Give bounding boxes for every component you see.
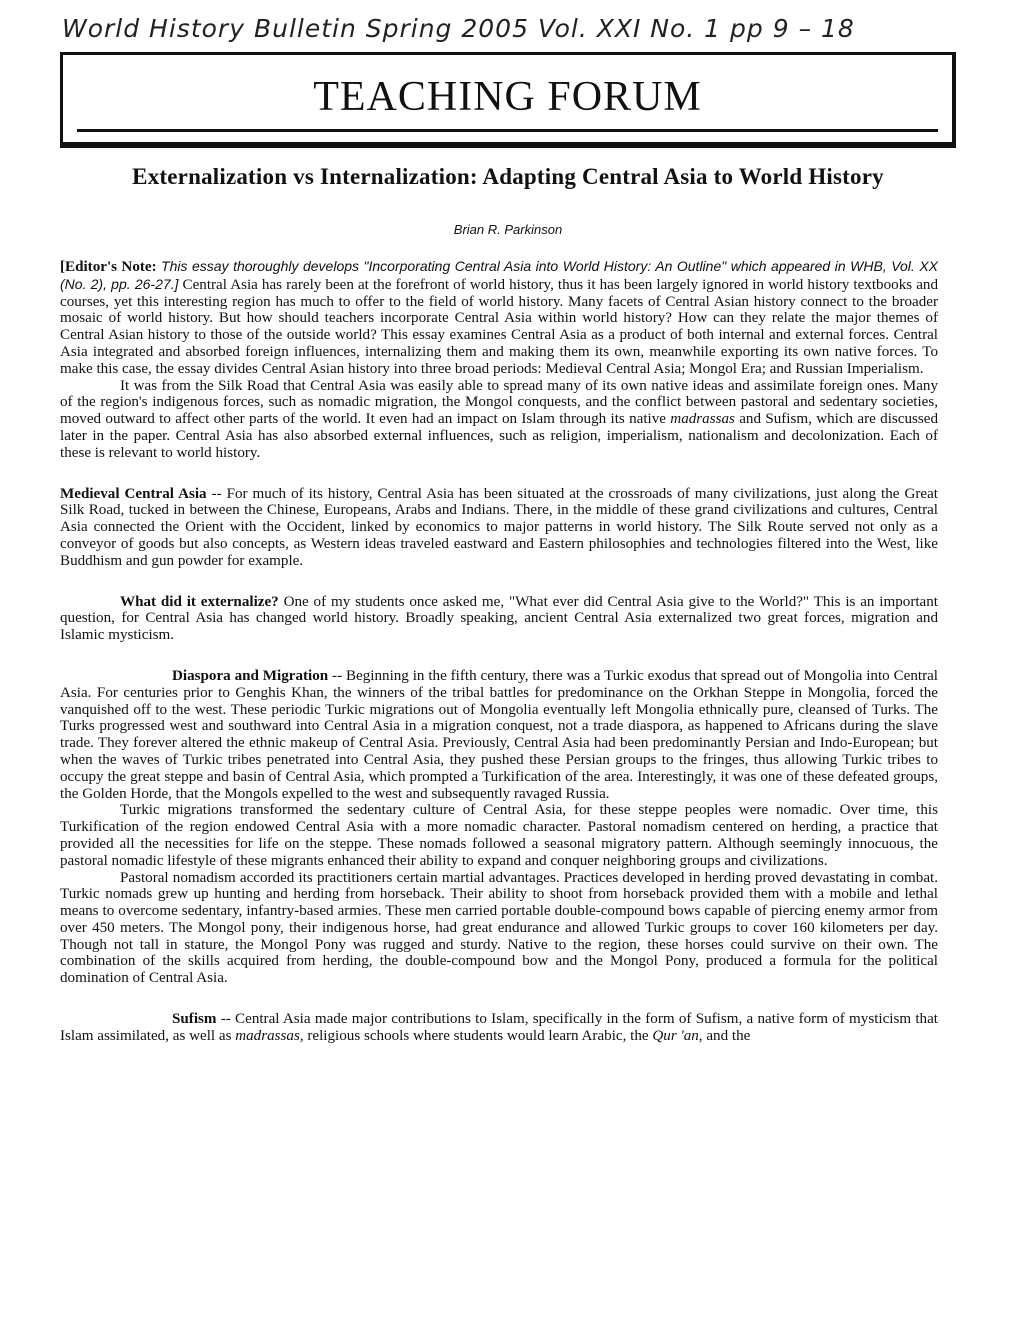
article-title: Externalization vs Internalization: Adapting Central Asia to World History — [132, 164, 884, 189]
diaspora-section — [60, 668, 938, 802]
externalize-text: One of my students once asked me, "What ever did Central Asia give to the World?" This is an important question, for Central Asia has changed world history. Broadly speaking, ancient Central Asia externalized two great forces, migration and Islamic mysticism. — [60, 593, 938, 644]
editors-note-label: [Editor's Note: — [60, 259, 157, 275]
sufism-text-a: -- Central Asia made major contributions to Islam, specifically in the form of Sufism, a native form of mysticism that Islam assimilated, as well as — [60, 1011, 938, 1044]
medieval-section — [60, 486, 938, 570]
sufism-heading: Sufism — [172, 1011, 217, 1028]
sufism-text-c: and the — [706, 1027, 751, 1044]
intro-p2-term: madrassas — [670, 411, 735, 428]
banner-rule — [77, 129, 938, 132]
intro-paragraph-2 — [60, 378, 938, 462]
intro-p2-end: and Sufism, which are discussed later in the paper. Central Asia has also absorbed external influences, such as religion, imperialism, nationalism and decolonization. Each of these is relevant to world history. — [60, 411, 938, 461]
intro-paragraph-1: Central Asia has rarely been at the forefront of world history, thus it has been largely ignored in world history textbooks and courses, yet this interesting region has much to offer to the field of world history. Many facets of Central Asian history connect to the broader mosaic of world history. But how should teachers incorporate Central Asia within world history? How can they relate the major themes of Central Asian history to those of the outside world? This essay examines Central Asia as a product of both internal and external forces. Central Asia integrated and absorbed foreign influences, internalizing them and making them its own, meanwhile exporting its own native forces. To make this case, the essay divides Central Asian history into three broad periods: Medieval Central Asia; Mongol Era; and Russian Imperialism. — [60, 276, 938, 377]
medieval-heading: Medieval Central Asia — [60, 485, 207, 502]
article-body — [60, 258, 938, 1045]
pastoral-paragraph: Pastoral nomadism accorded its practitioners certain martial advantages. Practices developed in herding proved devastating in combat. Turkic nomads grew up hunting and herding from horseback. Their ability to shoot from horseback provided them with a mobile and lethal means to overcome sedentary, infantry-based armies. These men carried portable double-compound bows capable of piercing enemy armor from over 450 meters. The Mongol pony, their indigenous horse, had great endurance and allowed Turkic groups to cover 160 kilometers per day. Though not tall in stature, the Mongol Pony was rugged and sturdy. Native to the region, these horses could survive on their own. The combination of the skills acquired from herding, the double-compound bow and the Mongol Pony, produced a formula for the political domination of Central Asia. — [60, 869, 938, 987]
editors-note-text: This essay thoroughly develops "Incorporating Central Asia into World History: An Outline" which appeared in WHB, Vol. XX (No. 2), pp. 26-27.] — [60, 258, 938, 292]
banner-title: TEACHING FORUM — [313, 74, 702, 120]
sufism-term-madrassas: madrassas, — [235, 1027, 304, 1044]
sufism-text-b: religious schools where students would learn Arabic, the — [307, 1027, 649, 1044]
externalize-section — [60, 594, 938, 644]
intro-p2-start: It was from the Silk Road that Central Asia was easily able to spread many of its own native ideas and assimilate foreign ones. Many of the region's indigenous forces, such as nomadic migration, the Mongol conquests, and the conflict between pastoral and sedentary societies, moved outward to affect other parts of the world. It even had an impact on Islam through its native — [60, 377, 938, 428]
diaspora-heading: Diaspora and Migration — [172, 667, 329, 684]
turkic-paragraph: Turkic migrations transformed the sedentary culture of Central Asia, for these steppe peoples were nomadic. Over time, this Turkification of the region endowed Central Asia with a more nomadic character. Pastoral nomadism centered on herding, a practice that provided all the necessities for life on the steppe. These nomads followed a seasonal migratory pattern. Although seemingly innocuous, the pastoral nomadic lifestyle of these migrants enhanced their ability to expand and conquer neighboring groups and civilizations. — [60, 802, 938, 869]
sufism-section — [60, 1011, 938, 1045]
teaching-forum-banner — [60, 52, 956, 148]
editors-note-paragraph — [60, 258, 938, 378]
medieval-text: -- For much of its history, Central Asia has been situated at the crossroads of many civilizations, just along the Great Silk Road, tucked in between the Chinese, Europeans, Arabs and Indians. There, in the middle of these grand civilizations and cultures, Central Asia connected the Orient with the Occident, linked by economics to major patterns in world history. The Silk Route served not only as a conveyor of goods but also concepts, as Western ideas traveled eastward and Eastern philosophies and technologies filtered into the West, like Buddhism and gun powder for example. — [60, 485, 938, 569]
author-byline: Brian R. Parkinson — [453, 222, 563, 237]
sufism-term-quran: Qur 'an, — [652, 1027, 703, 1044]
externalize-heading: What did it externalize? — [120, 593, 279, 610]
diaspora-text: -- Beginning in the fifth century, there was a Turkic exodus that spread out of Mongolia into Central Asia. For centuries prior to Genghis Khan, the winners of the tribal battles for predominance on the Orkhan Steppe in Mongolia, forced the vanquished off to the west. These periodic Turkic migrations out of Mongolia eventually left Mongolia ethnically pure, cleansed of Turks. The Turks progressed west and southward into Central Asia in a migration conquest, not a trade diaspora, as happened to Africans during the slave trade. They forever altered the ethnic makeup of Central Asia. Previously, Central Asia had been predominantly Persian and Indo-European; but when the waves of Turkic tribes penetrated into Central Asia, they pushed these Persian groups to the fringes, thus allowing Turkic tribes to occupy the great steppe and basin of Central Asia, which prompted a Turkification of the area. Interestingly, it was one of these defeated groups, the Golden Horde, that the Mongols expelled to the west and subsequently ravaged Russia. — [60, 667, 938, 802]
handwritten-citation: World History Bulletin Spring 2005 Vol. XXI No. 1 pp 9 – 18 — [62, 14, 855, 43]
